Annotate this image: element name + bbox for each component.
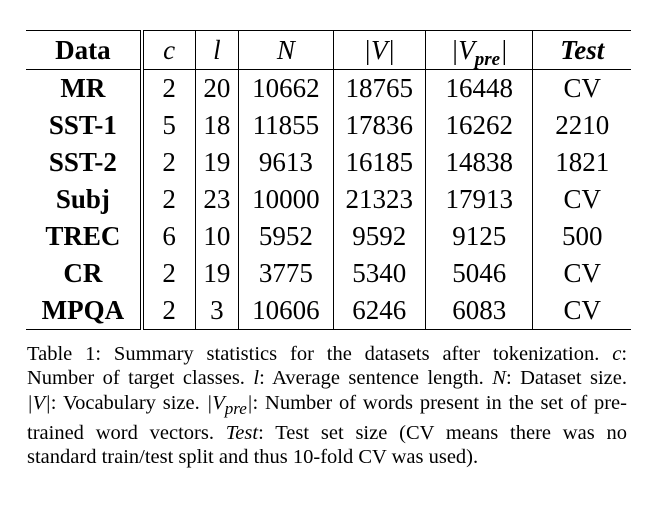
cell-c: 2 (142, 255, 195, 292)
caption-label: Table 1: (27, 343, 102, 365)
caption-vpre-subscript: pre (224, 398, 247, 418)
header-v-symbol: |V| (363, 34, 395, 65)
dataset-statistics-table (26, 30, 631, 330)
cell-vpre: 5046 (425, 255, 533, 292)
cell-l: 18 (195, 107, 239, 144)
cell-l: 20 (195, 70, 239, 108)
cell-vpre: 9125 (425, 218, 533, 255)
table-row (26, 144, 631, 181)
cell-n: 5952 (239, 218, 333, 255)
table-row (26, 107, 631, 144)
cell-n: 10000 (239, 181, 333, 218)
cell-n: 9613 (239, 144, 333, 181)
cell-v: 21323 (333, 181, 425, 218)
cell-n: 3775 (239, 255, 333, 292)
cell-v: 9592 (333, 218, 425, 255)
table-row (26, 181, 631, 218)
cell-vpre: 6083 (425, 292, 533, 330)
caption-vpre-close: | (246, 391, 253, 414)
cell-data: MR (26, 70, 142, 108)
cell-test: 1821 (555, 147, 610, 177)
caption-v-symbol: |V| (27, 391, 51, 414)
cell-n: 11855 (239, 107, 333, 144)
caption-l-symbol: l (253, 367, 260, 390)
cell-l: 10 (195, 218, 239, 255)
caption-paragraph (27, 342, 627, 470)
cell-c: 6 (142, 218, 195, 255)
cell-test: CV (563, 258, 601, 288)
caption-text-4: : Dataset size. (505, 367, 627, 390)
header-v (333, 31, 425, 70)
header-n (239, 31, 333, 70)
caption-text-6: : Number of words present in the set of pre-trained word vectors. (27, 391, 627, 444)
caption-n-symbol: N (492, 367, 506, 390)
header-test: Test (560, 34, 605, 65)
caption-text-3: : Average sentence length. (259, 367, 493, 390)
cell-v: 17836 (333, 107, 425, 144)
cell-test: 500 (561, 221, 603, 251)
caption-text-1: Summary statistics for the datasets after tokenization. (101, 343, 613, 365)
cell-c: 2 (142, 292, 195, 330)
caption-test-symbol: Test (225, 421, 259, 444)
header-c (142, 31, 195, 70)
table-row (26, 70, 631, 108)
table-body (26, 70, 631, 330)
header-n-symbol: N (276, 34, 295, 65)
caption-c-symbol: c (612, 343, 622, 365)
cell-c: 5 (142, 107, 195, 144)
cell-data: Subj (26, 181, 142, 218)
cell-l: 23 (195, 181, 239, 218)
header-l-symbol: l (213, 34, 221, 65)
cell-test: CV (563, 295, 601, 325)
caption-text-5: : Vocabulary size. (50, 391, 207, 414)
cell-data: MPQA (26, 292, 142, 330)
cell-vpre: 16448 (425, 70, 533, 108)
cell-c: 2 (142, 70, 195, 108)
header-l (195, 31, 239, 70)
cell-l: 3 (195, 292, 239, 330)
caption-text-7: : Test set size (CV means there was no standard train/test split and thus 10-fold CV was used). (27, 421, 627, 469)
stats-table-container (26, 30, 631, 330)
table-caption (27, 342, 627, 470)
cell-v: 16185 (333, 144, 425, 181)
cell-c: 2 (142, 144, 195, 181)
table-row (26, 292, 631, 330)
cell-test: CV (563, 184, 601, 214)
cell-v: 6246 (333, 292, 425, 330)
cell-vpre: 16262 (425, 107, 533, 144)
cell-vpre: 14838 (425, 144, 533, 181)
header-vpre-close: | (500, 34, 508, 65)
cell-c: 2 (142, 181, 195, 218)
header-c-symbol: c (163, 34, 176, 65)
caption-text-2: : Number of target classes. (27, 343, 628, 390)
caption-vpre-main: |V (206, 391, 225, 414)
table-row (26, 218, 631, 255)
cell-data: SST-1 (26, 107, 142, 144)
cell-test: 2210 (555, 110, 610, 140)
cell-data: CR (26, 255, 142, 292)
header-data: Data (26, 31, 142, 70)
cell-data: TREC (26, 218, 142, 255)
cell-l: 19 (195, 255, 239, 292)
cell-n: 10662 (239, 70, 333, 108)
cell-n: 10606 (239, 292, 333, 330)
header-vpre-main: |V (450, 34, 475, 65)
cell-v: 5340 (333, 255, 425, 292)
table-row (26, 255, 631, 292)
header-row (26, 31, 631, 70)
cell-vpre: 17913 (425, 181, 533, 218)
table-header (26, 31, 631, 70)
cell-v: 18765 (333, 70, 425, 108)
header-vpre-subscript: pre (474, 48, 501, 70)
header-vpre (425, 31, 533, 70)
cell-l: 19 (195, 144, 239, 181)
cell-data: SST-2 (26, 144, 142, 181)
cell-test: CV (563, 73, 601, 103)
